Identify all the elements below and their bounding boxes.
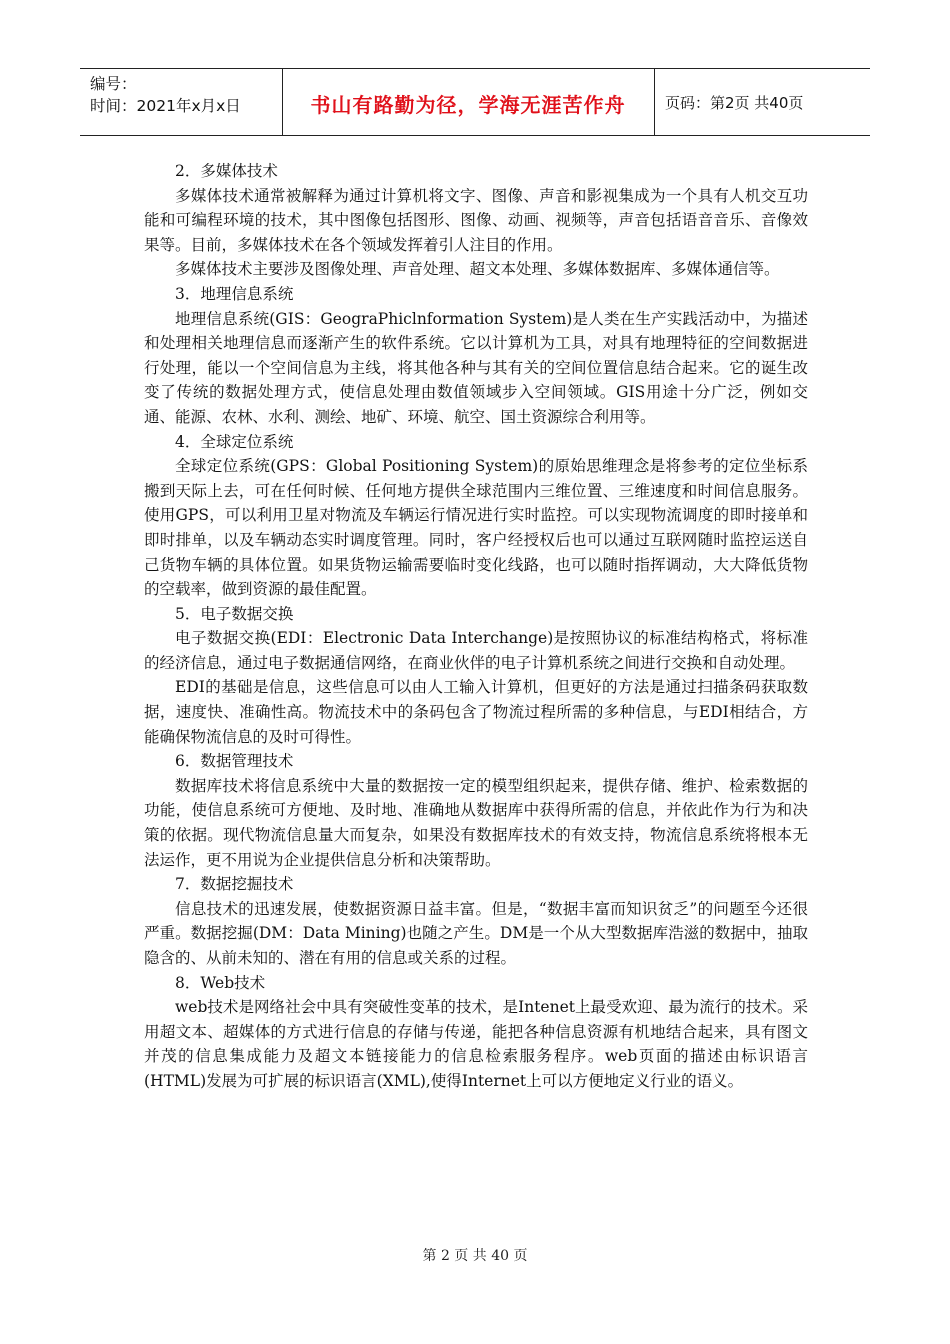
paragraph: EDI的基础是信息，这些信息可以由人工输入计算机，但更好的方法是通过扫描条码获取数据，速度快、准确性高。物流技术中的条码包含了物流过程所需的多种信息，与EDI相结合，方能确保物流信息的及时可得性。 bbox=[144, 678, 808, 746]
page-footer: 第 2 页 共 40 页 bbox=[422, 1248, 528, 1264]
page-header bbox=[80, 68, 870, 136]
section-heading: 2．多媒体技术 bbox=[175, 162, 278, 180]
section-heading: 5．电子数据交换 bbox=[175, 604, 294, 623]
paragraph: 多媒体技术主要涉及图像处理、声音处理、超文本处理、多媒体数据库、多媒体通信等。 bbox=[175, 260, 780, 279]
paragraph: web技术是网络社会中具有突破性变革的技术，是Intenet上最受欢迎、最为流行的技术。采用超文本、超媒体的方式进行信息的存储与传递，能把各种信息资源有机地结合起来，具有图文并茂的信息集成能力及超文本链接能力的信息检索服务程序。web页面的描述由标识语言(HTML)发展为可扩展的标识语言(XML),使得Internet上可以方便地定义行业的语义。 bbox=[144, 998, 808, 1090]
paragraph: 全球定位系统(GPS：Global Positioning System)的原始思维理念是将参考的定位坐标系搬到天际上去，可在任何时候、任何地方提供全球范围内三维位置、三维速度和时间信息服务。使用GPS，可以利用卫星对物流及车辆运行情况进行实时监控。可以实现物流调度的即时接单和即时排单，以及车辆动态实时调度管理。同时，客户经授权后也可以通过互联网随时监控运送自己货物车辆的具体位置。如果货物运输需要临时变化线路，也可以随时指挥调动，大大降低货物的空载率，做到资源的最佳配置。 bbox=[144, 457, 808, 599]
header-number-label: 编号： bbox=[90, 75, 137, 93]
header-meta bbox=[90, 73, 280, 117]
section-heading: 6．数据管理技术 bbox=[175, 752, 294, 771]
paragraph: 信息技术的迅速发展，使数据资源日益丰富。但是，“数据丰富而知识贫乏”的问题至今还很严重。数据挖掘(DM：Data Mining)也随之产生。DM是一个从大型数据库浩滋的数据中，抽取隐含的、从前未知的、潜在有用的信息或关系的过程。 bbox=[144, 899, 808, 967]
section-heading: 8．Web技术 bbox=[175, 973, 266, 992]
section-heading: 4．全球定位系统 bbox=[175, 432, 294, 451]
section-heading: 7．数据挖掘技术 bbox=[175, 875, 294, 894]
header-motto: 书山有路勤为径，学海无涯苦作舟 bbox=[310, 93, 626, 117]
paragraph: 地理信息系统(GIS：GeograPhiclnformation System)是人类在生产实践活动中，为描述和处理相关地理信息而逐渐产生的软件系统。它以计算机为工具，对具有地理特征的空间数据进行处理，能以一个空间信息为主线，将其他各种与其有关的空间位置信息结合起来。它的诞生改变了传统的数据处理方式，使信息处理由数值领域步入空间领域。GIS用途十分广泛，例如交通、能源、农林、水利、测绘、地矿、环境、航空、国土资源综合利用等。 bbox=[144, 309, 808, 426]
paragraph: 电子数据交换(EDI：Electronic Data Interchange)是按照协议的标准结构格式，将标准的经济信息，通过电子数据通信网络，在商业伙伴的电子计算机系统之间进行交换和自动处理。 bbox=[144, 629, 808, 672]
header-divider bbox=[654, 69, 655, 135]
paragraph: 多媒体技术通常被解释为通过计算机将文字、图像、声音和影视集成为一个具有人机交互功能和可编程环境的技术，其中图像包括图形、图像、动画、视频等，声音包括语音音乐、音像效果等。目前，多媒体技术在各个领域发挥着引人注目的作用。 bbox=[144, 186, 808, 254]
header-date-label: 时间：2021年x月x日 bbox=[90, 97, 241, 115]
document-body bbox=[144, 159, 808, 1094]
paragraph: 数据库技术将信息系统中大量的数据按一定的模型组织起来，提供存储、维护、检索数据的功能，使信息系统可方便地、及时地、准确地从数据库中获得所需的信息，并依此作为行为和决策的依据。现代物流信息量大而复杂，如果没有数据库技术的有效支持，物流信息系统将根本无法运作，更不用说为企业提供信息分析和决策帮助。 bbox=[144, 776, 808, 869]
section-heading: 3．地理信息系统 bbox=[175, 284, 294, 303]
header-page-label: 页码：第2页 共40页 bbox=[665, 94, 804, 112]
